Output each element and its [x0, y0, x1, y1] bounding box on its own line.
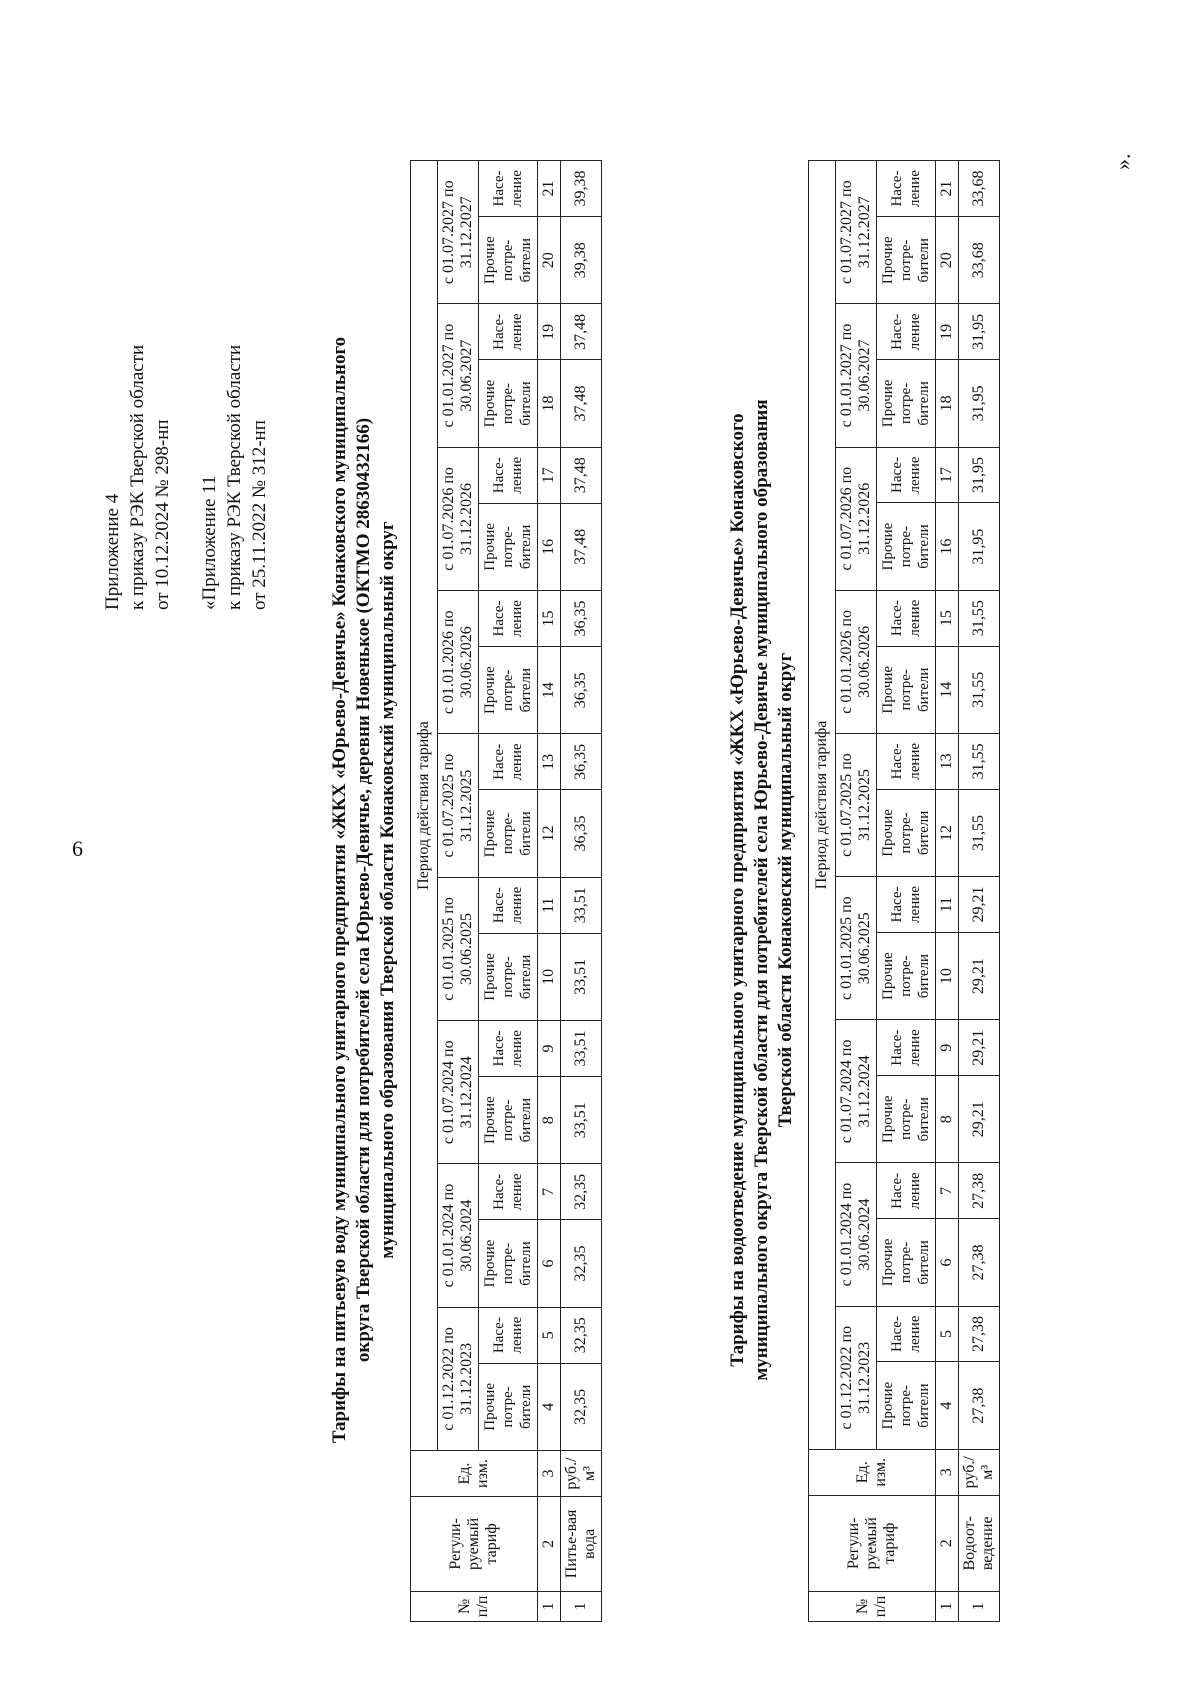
column-index-cell: 11	[538, 877, 561, 933]
column-index-cell: 8	[936, 1076, 959, 1163]
tariff-value-cell: 31,95	[959, 447, 1000, 503]
column-index-cell: 8	[538, 1076, 561, 1163]
appendix-previous: «Приложение 11 к приказу РЭК Тверской области от 25.11.2022 № 312-нп	[199, 344, 270, 610]
table1-title: Тарифы на питьевую воду муниципального унитарного предприятия «ЖКХ «Юрьево-Девичье» Конаковского муниципального округа Тверской области для потребителей села Юрьево-Девичье, деревни Новенькое (ОКТМО 28630432166) муниципального образования Тверской области Конаковский муниципальный округ	[329, 336, 398, 1444]
period-cell: с 01.01.2025 по 30.06.2025	[438, 877, 479, 1020]
consumer-other-cell: Прочие потре-бители	[877, 1219, 936, 1306]
consumer-population-cell: Насе-ление	[877, 161, 936, 217]
tariff-value-cell: 31,95	[959, 360, 1000, 447]
column-index-cell: 19	[936, 304, 959, 360]
tariff-value-cell: 36,35	[561, 790, 602, 877]
consumer-other-cell: Прочие потре-бители	[479, 646, 538, 733]
consumer-population-cell: Насе-ление	[479, 161, 538, 217]
tariff-value-cell: 27,38	[959, 1362, 1000, 1449]
column-index-cell: 13	[538, 734, 561, 790]
tariff-value-cell: 39,38	[561, 161, 602, 217]
period-cell: с 01.07.2027 по 31.12.2027	[836, 161, 877, 304]
tariff-value-cell: 31,55	[959, 789, 1000, 876]
consumer-other-cell: Прочие потре-бители	[877, 1076, 936, 1163]
consumer-other-cell: Прочие потре-бители	[877, 932, 936, 1019]
consumer-population-cell: Насе-ление	[479, 447, 538, 503]
period-cell: с 01.07.2024 по 31.12.2024	[836, 1020, 877, 1163]
header-tariff: Регули-руемый тариф	[411, 1497, 538, 1592]
row-tariff-cell: Водоот-ведение	[959, 1495, 1000, 1591]
tariff-value-cell: 29,21	[959, 877, 1000, 933]
consumer-other-cell: Прочие потре-бители	[877, 503, 936, 590]
consumer-other-cell: Прочие потре-бители	[479, 1363, 538, 1450]
column-index-cell: 21	[936, 161, 959, 217]
tariff-value-cell: 27,38	[959, 1306, 1000, 1362]
page-number: 6	[72, 836, 83, 861]
column-index-cell: 6	[936, 1219, 959, 1306]
column-index-cell: 16	[936, 503, 959, 590]
period-cell: с 01.07.2025 по 31.12.2025	[438, 734, 479, 877]
header-period: Период действия тарифа	[809, 161, 836, 1450]
tariff-value-cell: 33,68	[959, 217, 1000, 304]
period-cell: с 01.01.2027 по 30.06.2027	[836, 304, 877, 447]
column-index-cell: 9	[538, 1021, 561, 1077]
column-index-cell: 7	[538, 1164, 561, 1220]
consumer-other-cell: Прочие потре-бители	[479, 1220, 538, 1307]
rotated-sheet	[90, 130, 1150, 1630]
consumer-other-cell: Прочие потре-бители	[877, 789, 936, 876]
column-index-cell: 6	[538, 1220, 561, 1307]
column-index-cell: 15	[936, 590, 959, 646]
column-index-cell: 20	[936, 217, 959, 304]
consumer-population-cell: Насе-ление	[479, 304, 538, 360]
period-cell: с 01.01.2024 по 30.06.2024	[836, 1163, 877, 1306]
consumer-other-cell: Прочие потре-бители	[479, 1076, 538, 1163]
tariff-value-cell: 37,48	[561, 503, 602, 590]
column-index-cell: 17	[538, 447, 561, 503]
tariff-value-cell: 36,35	[561, 734, 602, 790]
column-index-cell: 14	[936, 646, 959, 733]
consumer-population-cell: Насе-ление	[877, 447, 936, 503]
period-cell: с 01.07.2024 по 31.12.2024	[438, 1021, 479, 1164]
row-number-cell: 1	[959, 1591, 1000, 1621]
document-references	[100, 140, 294, 610]
column-index-cell: 12	[936, 789, 959, 876]
row-number-cell: 1	[561, 1591, 602, 1621]
period-cell: с 01.01.2026 по 30.06.2026	[438, 591, 479, 734]
table1-water-tariffs	[410, 160, 602, 1622]
column-index-cell: 1	[936, 1591, 959, 1621]
column-index-cell: 14	[538, 646, 561, 733]
tariff-value-cell: 36,35	[561, 646, 602, 733]
tariff-value-cell: 32,35	[561, 1363, 602, 1450]
consumer-other-cell: Прочие потре-бители	[479, 503, 538, 590]
row-unit-cell: руб./м³	[561, 1451, 602, 1497]
tariff-value-cell: 31,55	[959, 646, 1000, 733]
header-tariff: Регули-руемый тариф	[809, 1495, 936, 1591]
column-index-cell: 12	[538, 790, 561, 877]
tariff-value-cell: 27,38	[959, 1163, 1000, 1219]
consumer-population-cell: Насе-ление	[877, 877, 936, 933]
consumer-population-cell: Насе-ление	[877, 1163, 936, 1219]
tariff-value-cell: 37,48	[561, 447, 602, 503]
column-index-cell: 5	[936, 1306, 959, 1362]
period-cell: с 01.12.2022 по 31.12.2023	[836, 1306, 877, 1449]
consumer-population-cell: Насе-ление	[479, 877, 538, 933]
period-cell: с 01.01.2025 по 30.06.2025	[836, 877, 877, 1020]
column-index-cell: 21	[538, 161, 561, 217]
column-index-cell: 9	[936, 1020, 959, 1076]
column-index-cell: 18	[538, 360, 561, 447]
period-cell: с 01.01.2026 по 30.06.2026	[836, 590, 877, 733]
column-index-cell: 18	[936, 360, 959, 447]
tariff-value-cell: 33,51	[561, 877, 602, 933]
column-index-cell: 7	[936, 1163, 959, 1219]
tariff-value-cell: 29,21	[959, 932, 1000, 1019]
tariff-value-cell: 36,35	[561, 591, 602, 647]
closing-mark: ».	[1110, 153, 1135, 170]
consumer-population-cell: Насе-ление	[877, 1020, 936, 1076]
column-index-cell: 13	[936, 733, 959, 789]
column-index-cell: 11	[936, 877, 959, 933]
period-cell: с 01.01.2024 по 30.06.2024	[438, 1164, 479, 1307]
consumer-other-cell: Прочие потре-бители	[479, 216, 538, 303]
tariff-value-cell: 27,38	[959, 1219, 1000, 1306]
consumer-other-cell: Прочие потре-бители	[877, 646, 936, 733]
table2-title: Тарифы на водоотведение муниципального унитарного предприятия «ЖКХ «Юрьево-Девичье» Конаковского муниципального округа Тверской области для потребителей села Юрьево-Девичье муниципального образования Тверской области Конаковский муниципальный округ	[727, 399, 796, 1381]
tariff-value-cell: 33,51	[561, 933, 602, 1020]
tariff-value-cell: 31,95	[959, 304, 1000, 360]
consumer-population-cell: Насе-ление	[479, 1164, 538, 1220]
consumer-other-cell: Прочие потре-бители	[479, 360, 538, 447]
consumer-population-cell: Насе-ление	[877, 590, 936, 646]
column-index-cell: 4	[936, 1362, 959, 1449]
tariff-value-cell: 39,38	[561, 216, 602, 303]
tariff-value-cell: 29,21	[959, 1020, 1000, 1076]
period-cell: с 01.07.2026 по 31.12.2026	[438, 447, 479, 590]
period-cell: с 01.12.2022 по 31.12.2023	[438, 1307, 479, 1450]
consumer-population-cell: Насе-ление	[877, 304, 936, 360]
column-index-cell: 20	[538, 216, 561, 303]
column-index-cell: 15	[538, 591, 561, 647]
column-index-cell: 16	[538, 503, 561, 590]
consumer-population-cell: Насе-ление	[479, 1307, 538, 1363]
period-cell: с 01.01.2027 по 30.06.2027	[438, 304, 479, 447]
header-period: Период действия тарифа	[411, 161, 438, 1451]
column-index-cell: 5	[538, 1307, 561, 1363]
consumer-other-cell: Прочие потре-бители	[877, 360, 936, 447]
period-cell: с 01.07.2025 по 31.12.2025	[836, 733, 877, 876]
tariff-value-cell: 31,55	[959, 733, 1000, 789]
tariff-value-cell: 37,48	[561, 360, 602, 447]
column-index-cell: 10	[936, 932, 959, 1019]
consumer-other-cell: Прочие потре-бители	[479, 790, 538, 877]
column-index-cell: 3	[936, 1449, 959, 1495]
row-tariff-cell: Питье-вая вода	[561, 1497, 602, 1592]
tariff-value-cell: 29,21	[959, 1076, 1000, 1163]
consumer-population-cell: Насе-ление	[877, 733, 936, 789]
column-index-cell: 17	[936, 447, 959, 503]
tariff-value-cell: 32,35	[561, 1164, 602, 1220]
column-index-cell: 19	[538, 304, 561, 360]
column-index-cell: 2	[538, 1497, 561, 1592]
header-unit: Ед. изм.	[809, 1449, 936, 1495]
tariff-value-cell: 33,51	[561, 1021, 602, 1077]
column-index-cell: 3	[538, 1451, 561, 1497]
period-cell: с 01.07.2026 по 31.12.2026	[836, 447, 877, 590]
table2-sewerage-tariffs	[808, 160, 1000, 1622]
consumer-population-cell: Насе-ление	[479, 1021, 538, 1077]
consumer-population-cell: Насе-ление	[479, 591, 538, 647]
column-index-cell: 10	[538, 933, 561, 1020]
column-index-cell: 4	[538, 1363, 561, 1450]
consumer-other-cell: Прочие потре-бители	[877, 1362, 936, 1449]
column-index-cell: 2	[936, 1495, 959, 1591]
consumer-other-cell: Прочие потре-бители	[877, 217, 936, 304]
tariff-value-cell: 33,68	[959, 161, 1000, 217]
header-unit: Ед. изм.	[411, 1451, 538, 1497]
tariff-value-cell: 33,51	[561, 1076, 602, 1163]
header-num: № п/п	[411, 1591, 538, 1621]
header-num: № п/п	[809, 1591, 936, 1621]
consumer-other-cell: Прочие потре-бители	[479, 933, 538, 1020]
tariff-value-cell: 31,55	[959, 590, 1000, 646]
period-cell: с 01.07.2027 по 31.12.2027	[438, 161, 479, 304]
tariff-value-cell: 37,48	[561, 304, 602, 360]
tariff-value-cell: 31,95	[959, 503, 1000, 590]
appendix-current: Приложение 4 к приказу РЭК Тверской области от 10.12.2024 № 298-нп	[102, 344, 173, 610]
consumer-population-cell: Насе-ление	[479, 734, 538, 790]
consumer-population-cell: Насе-ление	[877, 1306, 936, 1362]
tariff-value-cell: 32,35	[561, 1307, 602, 1363]
tariff-value-cell: 32,35	[561, 1220, 602, 1307]
column-index-cell: 1	[538, 1591, 561, 1621]
row-unit-cell: руб./м³	[959, 1449, 1000, 1495]
